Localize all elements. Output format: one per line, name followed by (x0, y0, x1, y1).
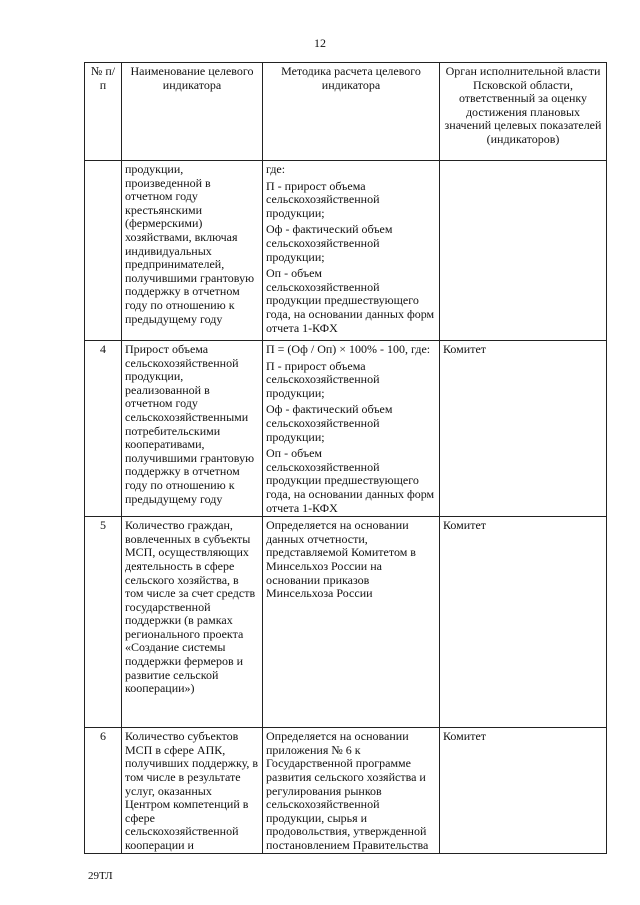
row-number: 5 (85, 517, 122, 728)
responsible-organ: Комитет (440, 517, 607, 728)
indicator-name: Количество граждан, вовлеченных в субъекты МСП, осуществляющих деятельность в сфере сельского хозяйства, в том числе за счет средств государственной поддержки (в рамках регионального проекта «Создание системы поддержки фермеров и развитие сельской кооперации») (122, 517, 263, 728)
method-paragraph: Определяется на основании приложения № 6 к Государственной программе развития сельского хозяйства и регулирования рынков сельскохозяйственной продукции, сырья и продовольствия, утвержденной постановлением Правительства (266, 729, 429, 852)
method-paragraph: Оф - фактический объем сельскохозяйственной продукции; (266, 222, 393, 264)
table-row (85, 161, 607, 341)
indicator-name: Прирост объема сельскохозяйственной продукции, реализованной в отчетном году сельскохозяйственными потребительскими кооперативами, получившими грантовую поддержку в отчетном году по отношению к предыдущему году (122, 341, 263, 517)
responsible-organ (440, 161, 607, 341)
method-paragraph: Оп - объем сельскохозяйственной продукции предшествующего года, на основании данных форм отчета 1-КФХ (266, 266, 435, 335)
method-paragraph: Определяется на основании данных отчетности, представляемой Комитетом в Минсельхоз России на основании приказов Минсельхоза России (266, 518, 416, 601)
table-row (85, 517, 607, 728)
method-paragraph: Оп - объем сельскохозяйственной продукции предшествующего года, на основании данных форм отчета 1-КФХ (266, 446, 435, 515)
indicators-table (84, 62, 607, 854)
calculation-method (263, 517, 440, 728)
header-calculation-method: Методика расчета целевого индикатора (263, 63, 440, 161)
calculation-method (263, 161, 440, 341)
table-row (85, 341, 607, 517)
row-number (85, 161, 122, 341)
calculation-method (263, 728, 440, 854)
row-number: 4 (85, 341, 122, 517)
method-formula: П = (Оф / Оп) × 100% - 100, где: (266, 342, 431, 356)
responsible-organ: Комитет (440, 728, 607, 854)
method-paragraph: П - прирост объема сельскохозяйственной продукции; (266, 178, 380, 220)
indicator-name: Количество субъектов МСП в сфере АПК, получивших поддержку, в том числе в результате услуг, оказанных Центром компетенций в сфере сельскохозяйственной кооперации и (122, 728, 263, 854)
method-paragraph: П - прирост объема сельскохозяйственной продукции; (266, 358, 380, 400)
row-number: 6 (85, 728, 122, 854)
method-paragraph: где: (266, 162, 286, 176)
table-row (85, 728, 607, 854)
responsible-organ: Комитет (440, 341, 607, 517)
table-header-row (85, 63, 607, 161)
indicator-name: продукции, произведенной в отчетном году крестьянскими (фермерскими) хозяйствами, включая индивидуальных предпринимателей, получившими грантовую поддержку в отчетном году по отношению к предыдущему году (122, 161, 263, 341)
header-responsible-organ: Орган исполнительной власти Псковской области, ответственный за оценку достижения плановых значений целевых показателей (индикаторов) (440, 63, 607, 161)
header-number: № п/п (85, 63, 122, 161)
header-indicator-name: Наименование целевого индикатора (122, 63, 263, 161)
page-number: 12 (314, 36, 326, 50)
method-paragraph: Оф - фактический объем сельскохозяйственной продукции; (266, 402, 393, 444)
document-code: 29ТЛ (88, 870, 113, 882)
calculation-method (263, 341, 440, 517)
